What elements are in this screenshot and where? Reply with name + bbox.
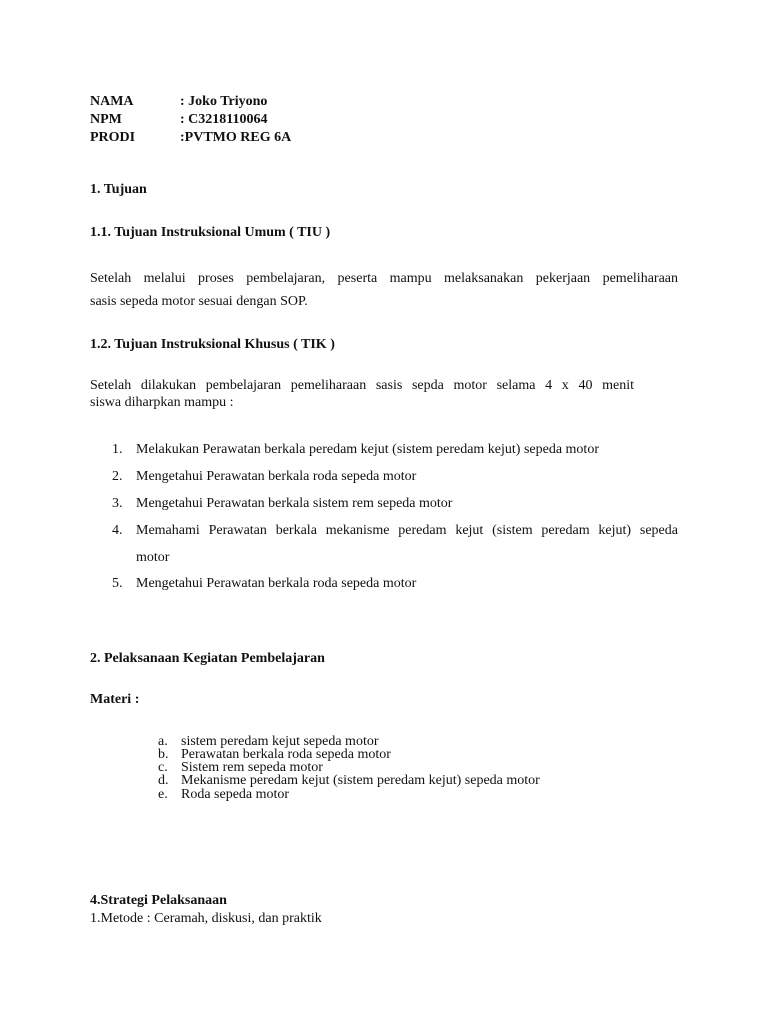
materi-item-letter: d. [158, 773, 169, 788]
prodi-value: :PVTMO REG 6A [180, 130, 292, 145]
materi-item-text: Roda sepeda motor [181, 787, 290, 802]
tik-intro-paragraph [90, 377, 634, 411]
tiu-paragraph-line: Setelah melalui proses pembelajaran, peserta mampu melaksanakan pekerjaan pemeliharaan [90, 271, 678, 286]
tik-item-text: Mengetahui Perawatan berkala roda sepeda motor [136, 469, 417, 484]
metode-line: 1.Metode : Ceramah, diskusi, dan praktik [90, 911, 322, 926]
tik-item-number: 5. [112, 576, 123, 591]
materi-item-text: Perawatan berkala roda sepeda motor [181, 747, 391, 762]
tik-item-text: Mengetahui Perawatan berkala sistem rem sepeda motor [136, 496, 453, 511]
tiu-heading: 1.1. Tujuan Instruksional Umum ( TIU ) [90, 225, 331, 240]
tik-item-number: 4. [112, 523, 123, 538]
tik-heading: 1.2. Tujuan Instruksional Khusus ( TIK ) [90, 337, 335, 352]
nama-label: NAMA [90, 94, 134, 109]
materi-item-letter: a. [158, 734, 168, 749]
tik-item-number: 3. [112, 496, 123, 511]
materi-item-text: sistem peredam kejut sepeda motor [181, 734, 379, 749]
tik-item-number: 2. [112, 469, 123, 484]
tik-item-text: Mengetahui Perawatan berkala roda sepeda motor [136, 576, 417, 591]
materi-item-letter: c. [158, 760, 168, 775]
tik-item-number: 1. [112, 442, 123, 457]
tik-item-text: Memahami Perawatan berkala mekanisme peredam kejut (sistem peredam kejut) sepeda [136, 523, 678, 538]
npm-value: : C3218110064 [180, 112, 268, 127]
tik-item-text-continuation: motor [136, 550, 170, 565]
tiu-paragraph [90, 267, 678, 313]
tik-intro-line: siswa diharpkan mampu : [90, 395, 234, 410]
materi-item-letter: e. [158, 787, 168, 802]
tik-item-text: Melakukan Perawatan berkala peredam kejut (sistem peredam kejut) sepeda motor [136, 442, 599, 457]
section-2-heading: 2. Pelaksanaan Kegiatan Pembelajaran [90, 651, 325, 666]
section-4-heading: 4.Strategi Pelaksanaan [90, 893, 227, 908]
nama-value: : Joko Triyono [180, 94, 268, 109]
prodi-label: PRODI [90, 130, 136, 145]
tik-intro-line: Setelah dilakukan pembelajaran pemeliharaan sasis sepda motor selama 4 x 40 menit [90, 378, 634, 393]
npm-label: NPM [90, 112, 122, 127]
tiu-paragraph-line: sasis sepeda motor sesuai dengan SOP. [90, 294, 308, 309]
materi-item-text: Mekanisme peredam kejut (sistem peredam kejut) sepeda motor [181, 773, 540, 788]
materi-item-text: Sistem rem sepeda motor [181, 760, 323, 775]
section-1-heading: 1. Tujuan [90, 182, 147, 197]
materi-label: Materi : [90, 692, 140, 707]
materi-item-letter: b. [158, 747, 169, 762]
